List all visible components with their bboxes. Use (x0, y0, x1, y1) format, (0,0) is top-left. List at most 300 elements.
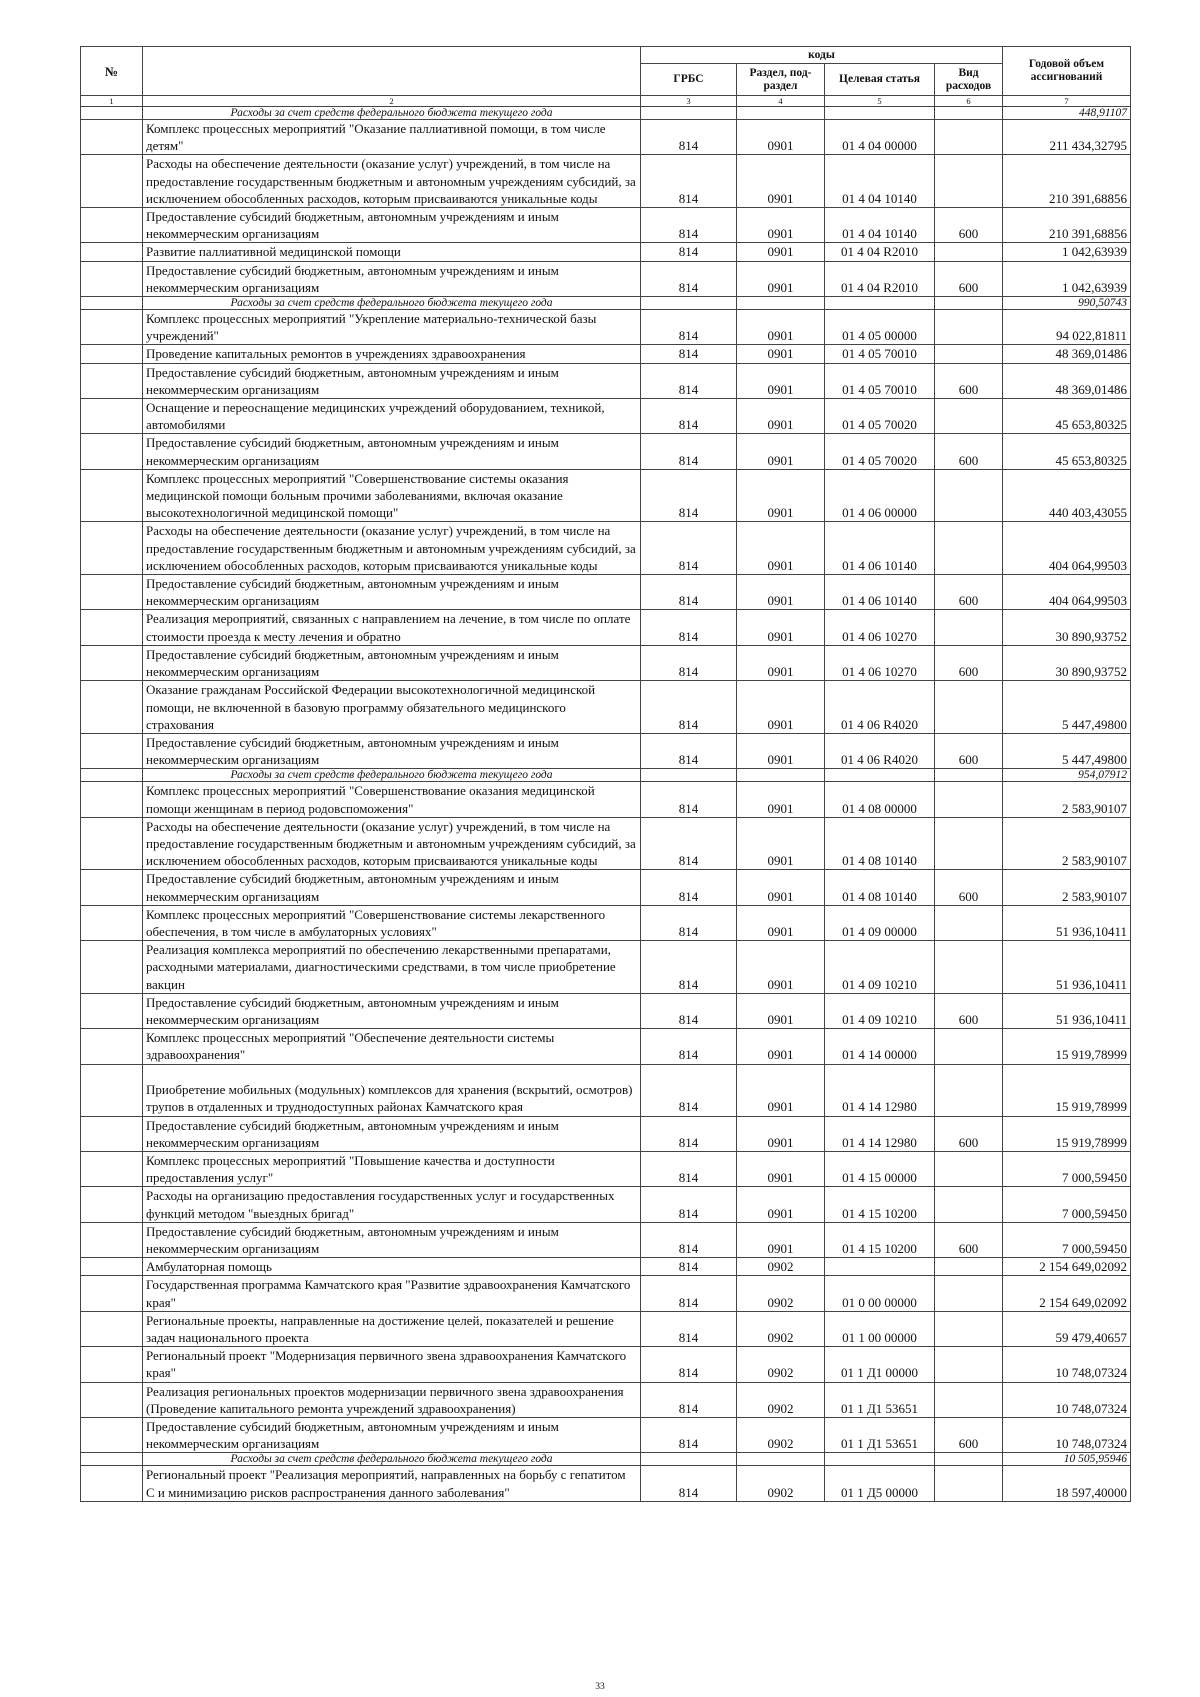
section-cell: 0902 (737, 1466, 825, 1501)
target-article-cell: 01 4 04 R2010 (825, 243, 935, 261)
annual-amount-cell: 211 434,32795 (1003, 120, 1131, 155)
expense-type-cell: 600 (935, 993, 1003, 1028)
row-number-cell (81, 870, 143, 905)
grbs-cell: 814 (641, 1222, 737, 1257)
expense-type-cell: 600 (935, 363, 1003, 398)
row-number-cell (81, 1311, 143, 1346)
section-cell: 0901 (737, 993, 825, 1028)
expense-name-cell: Реализация комплекса мероприятий по обеспечению лекарственными препаратами, расходными материалами, диагностическими средствами, в том числе приобретение вакцин (143, 941, 641, 994)
section-cell: 0901 (737, 733, 825, 768)
expense-name-cell: Предоставление субсидий бюджетным, автономным учреждениям и иным некоммерческим организациям (143, 733, 641, 768)
target-article-cell (825, 1258, 935, 1276)
annual-amount-cell: 2 583,90107 (1003, 817, 1131, 870)
expense-type-cell (935, 941, 1003, 994)
grbs-cell: 814 (641, 1029, 737, 1064)
target-article-cell: 01 1 Д1 53651 (825, 1382, 935, 1417)
target-article-cell: 01 4 14 12980 (825, 1116, 935, 1151)
expense-type-cell (935, 1029, 1003, 1064)
grbs-cell (641, 107, 737, 120)
table-row (81, 522, 1131, 575)
section-cell (737, 1453, 825, 1466)
row-number-cell (81, 1382, 143, 1417)
annual-amount-cell: 2 154 649,02092 (1003, 1258, 1131, 1276)
row-number-cell (81, 155, 143, 208)
expense-name-cell: Расходы на организацию предоставления государственных услуг и государственных функций методом "выездных бригад" (143, 1187, 641, 1222)
target-article-cell: 01 4 05 00000 (825, 310, 935, 345)
annual-amount-cell: 45 653,80325 (1003, 399, 1131, 434)
expense-type-cell: 600 (935, 870, 1003, 905)
expense-type-cell (935, 782, 1003, 817)
target-article-cell: 01 4 06 10270 (825, 645, 935, 680)
target-article-cell (825, 769, 935, 782)
annual-amount-cell: 404 064,99503 (1003, 522, 1131, 575)
section-cell: 0901 (737, 469, 825, 522)
grbs-cell: 814 (641, 733, 737, 768)
section-cell: 0902 (737, 1418, 825, 1453)
table-row (81, 208, 1131, 243)
annual-amount-cell: 15 919,78999 (1003, 1116, 1131, 1151)
row-number-cell (81, 610, 143, 645)
section-cell: 0901 (737, 120, 825, 155)
annual-amount-cell: 15 919,78999 (1003, 1029, 1131, 1064)
expense-type-cell: 600 (935, 733, 1003, 768)
grbs-cell (641, 769, 737, 782)
section-cell: 0901 (737, 399, 825, 434)
table-row (81, 1064, 1131, 1116)
grbs-cell: 814 (641, 1187, 737, 1222)
target-article-cell: 01 4 08 10140 (825, 817, 935, 870)
expense-type-cell (935, 610, 1003, 645)
expense-type-cell (935, 1151, 1003, 1186)
section-cell: 0901 (737, 941, 825, 994)
expense-type-cell (935, 681, 1003, 734)
annual-amount-cell: 48 369,01486 (1003, 345, 1131, 363)
table-row (81, 363, 1131, 398)
expense-name-cell: Государственная программа Камчатского края "Развитие здравоохранения Камчатского края" (143, 1276, 641, 1311)
grbs-cell (641, 1453, 737, 1466)
expense-name-cell: Предоставление субсидий бюджетным, автономным учреждениям и иным некоммерческим организациям (143, 1222, 641, 1257)
row-number-cell (81, 363, 143, 398)
table-row (81, 1418, 1131, 1453)
expense-type-cell: 600 (935, 208, 1003, 243)
expense-type-cell (935, 1276, 1003, 1311)
expense-name-cell: Расходы на обеспечение деятельности (оказание услуг) учреждений, в том числе на предоставление государственным бюджетным и автономным учреждениям субсидий, за исключением обособленных расходов, которым присваиваются уникальные коды (143, 817, 641, 870)
table-row (81, 645, 1131, 680)
expense-type-cell (935, 107, 1003, 120)
expense-name-cell: Предоставление субсидий бюджетным, автономным учреждениям и иным некоммерческим организациям (143, 1116, 641, 1151)
section-cell: 0901 (737, 310, 825, 345)
section-cell: 0901 (737, 243, 825, 261)
column-index: 7 (1003, 96, 1131, 107)
target-article-cell: 01 4 09 10210 (825, 941, 935, 994)
grbs-cell: 814 (641, 905, 737, 940)
grbs-cell: 814 (641, 1418, 737, 1453)
section-cell: 0901 (737, 610, 825, 645)
section-cell: 0902 (737, 1311, 825, 1346)
grbs-cell: 814 (641, 469, 737, 522)
header-row-top (81, 47, 1131, 64)
target-article-cell: 01 0 00 00000 (825, 1276, 935, 1311)
row-number-cell (81, 941, 143, 994)
table-row (81, 434, 1131, 469)
expense-name-cell: Реализация региональных проектов модернизации первичного звена здравоохранения (Проведение капитального ремонта учреждений здравоохранения) (143, 1382, 641, 1417)
expense-type-cell (935, 1382, 1003, 1417)
grbs-cell: 814 (641, 993, 737, 1028)
expense-type-cell (935, 469, 1003, 522)
target-article-cell: 01 4 06 00000 (825, 469, 935, 522)
target-article-cell: 01 1 Д1 53651 (825, 1418, 935, 1453)
target-article-cell: 01 4 06 R4020 (825, 681, 935, 734)
federal-budget-row (81, 297, 1131, 310)
header-grbs: ГРБС (641, 64, 737, 96)
section-cell: 0901 (737, 1187, 825, 1222)
expense-type-cell: 600 (935, 434, 1003, 469)
target-article-cell: 01 4 04 00000 (825, 120, 935, 155)
section-cell (737, 297, 825, 310)
grbs-cell: 814 (641, 645, 737, 680)
expense-type-cell (935, 817, 1003, 870)
page-number: 33 (595, 1682, 605, 1692)
target-article-cell: 01 4 14 00000 (825, 1029, 935, 1064)
grbs-cell: 814 (641, 681, 737, 734)
annual-amount-cell: 7 000,59450 (1003, 1222, 1131, 1257)
target-article-cell: 01 4 04 10140 (825, 208, 935, 243)
row-number-cell (81, 1187, 143, 1222)
row-number-cell (81, 1222, 143, 1257)
expense-name-cell: Расходы за счет средств федерального бюджета текущего года (143, 1453, 641, 1466)
grbs-cell: 814 (641, 155, 737, 208)
annual-amount-cell: 10 748,07324 (1003, 1347, 1131, 1382)
table-row (81, 1029, 1131, 1064)
section-cell: 0902 (737, 1347, 825, 1382)
table-row (81, 905, 1131, 940)
expense-type-cell (935, 1311, 1003, 1346)
table-row (81, 575, 1131, 610)
target-article-cell: 01 4 06 10140 (825, 575, 935, 610)
row-number-cell (81, 681, 143, 734)
grbs-cell: 814 (641, 434, 737, 469)
row-number-cell (81, 905, 143, 940)
target-article-cell: 01 4 08 10140 (825, 870, 935, 905)
expense-name-cell: Расходы за счет средств федерального бюджета текущего года (143, 769, 641, 782)
target-article-cell: 01 1 00 00000 (825, 1311, 935, 1346)
section-cell: 0901 (737, 817, 825, 870)
table-row (81, 1382, 1131, 1417)
row-number-cell (81, 243, 143, 261)
grbs-cell: 814 (641, 1347, 737, 1382)
header-number: № (81, 47, 143, 96)
row-number-cell (81, 769, 143, 782)
expense-type-cell: 600 (935, 1222, 1003, 1257)
target-article-cell: 01 4 14 12980 (825, 1064, 935, 1116)
expense-name-cell: Региональные проекты, направленные на достижение целей, показателей и решение задач национального проекта (143, 1311, 641, 1346)
header-annual-volume: Годовой объем ассигнований (1003, 47, 1131, 96)
expense-type-cell (935, 1453, 1003, 1466)
expense-name-cell: Комплекс процессных мероприятий "Совершенствование оказания медицинской помощи женщинам в период родовспоможения" (143, 782, 641, 817)
table-row (81, 243, 1131, 261)
expense-name-cell: Комплекс процессных мероприятий "Оказание паллиативной помощи, в том числе детям" (143, 120, 641, 155)
row-number-cell (81, 1064, 143, 1116)
annual-amount-cell: 51 936,10411 (1003, 941, 1131, 994)
expense-name-cell: Комплекс процессных мероприятий "Совершенствование системы лекарственного обеспечения, в том числе в амбулаторных условиях" (143, 905, 641, 940)
row-number-cell (81, 297, 143, 310)
annual-amount-cell: 48 369,01486 (1003, 363, 1131, 398)
table-row (81, 1466, 1131, 1501)
grbs-cell: 814 (641, 1151, 737, 1186)
table-row (81, 261, 1131, 296)
expense-name-cell: Предоставление субсидий бюджетным, автономным учреждениям и иным некоммерческим организациям (143, 575, 641, 610)
annual-amount-cell: 1 042,63939 (1003, 261, 1131, 296)
section-cell: 0901 (737, 1064, 825, 1116)
expense-type-cell (935, 310, 1003, 345)
table-row (81, 345, 1131, 363)
grbs-cell: 814 (641, 941, 737, 994)
table-row (81, 733, 1131, 768)
grbs-cell: 814 (641, 208, 737, 243)
expense-name-cell: Расходы за счет средств федерального бюджета текущего года (143, 107, 641, 120)
section-cell: 0901 (737, 1116, 825, 1151)
expense-name-cell: Комплекс процессных мероприятий "Повышение качества и доступности предоставления услуг" (143, 1151, 641, 1186)
annual-amount-cell: 15 919,78999 (1003, 1064, 1131, 1116)
grbs-cell: 814 (641, 261, 737, 296)
expense-type-cell: 600 (935, 575, 1003, 610)
annual-amount-cell: 30 890,93752 (1003, 610, 1131, 645)
expense-type-cell (935, 1466, 1003, 1501)
expense-name-cell: Развитие паллиативной медицинской помощи (143, 243, 641, 261)
expense-type-cell (935, 522, 1003, 575)
annual-amount-cell: 7 000,59450 (1003, 1187, 1131, 1222)
expense-type-cell (935, 905, 1003, 940)
row-number-cell (81, 1116, 143, 1151)
expense-type-cell: 600 (935, 645, 1003, 680)
table-row (81, 1151, 1131, 1186)
section-cell: 0901 (737, 363, 825, 398)
section-cell: 0901 (737, 434, 825, 469)
table-body (81, 107, 1131, 1502)
table-row (81, 1222, 1131, 1257)
row-number-cell (81, 782, 143, 817)
annual-amount-cell: 7 000,59450 (1003, 1151, 1131, 1186)
row-number-cell (81, 1453, 143, 1466)
row-number-cell (81, 1151, 143, 1186)
row-number-cell (81, 469, 143, 522)
row-number-cell (81, 434, 143, 469)
expense-type-cell: 600 (935, 261, 1003, 296)
target-article-cell: 01 4 09 10210 (825, 993, 935, 1028)
grbs-cell: 814 (641, 1064, 737, 1116)
expense-name-cell: Реализация мероприятий, связанных с направлением на лечение, в том числе по оплате стоимости проезда к месту лечения и обратно (143, 610, 641, 645)
header-section: Раздел, под-раздел (737, 64, 825, 96)
annual-amount-cell: 990,50743 (1003, 297, 1131, 310)
expense-type-cell (935, 1347, 1003, 1382)
expense-name-cell: Предоставление субсидий бюджетным, автономным учреждениям и иным некоммерческим организациям (143, 261, 641, 296)
table-row (81, 120, 1131, 155)
target-article-cell: 01 4 06 10140 (825, 522, 935, 575)
annual-amount-cell: 94 022,81811 (1003, 310, 1131, 345)
table-row (81, 1311, 1131, 1346)
grbs-cell: 814 (641, 120, 737, 155)
annual-amount-cell: 404 064,99503 (1003, 575, 1131, 610)
annual-amount-cell: 954,07912 (1003, 769, 1131, 782)
annual-amount-cell: 210 391,68856 (1003, 208, 1131, 243)
row-number-cell (81, 120, 143, 155)
target-article-cell: 01 4 09 00000 (825, 905, 935, 940)
column-index: 5 (825, 96, 935, 107)
section-cell: 0902 (737, 1276, 825, 1311)
section-cell: 0901 (737, 261, 825, 296)
target-article-cell: 01 4 05 70010 (825, 345, 935, 363)
section-cell: 0901 (737, 782, 825, 817)
row-number-cell (81, 1029, 143, 1064)
expense-type-cell: 600 (935, 1116, 1003, 1151)
expense-name-cell: Комплекс процессных мероприятий "Совершенствование системы оказания медицинской помощи больным прочими заболеваниями, включая оказание высокотехнологичной медицинской помощи" (143, 469, 641, 522)
expense-name-cell: Предоставление субсидий бюджетным, автономным учреждениям и иным некоммерческим организациям (143, 363, 641, 398)
annual-amount-cell: 440 403,43055 (1003, 469, 1131, 522)
target-article-cell: 01 4 15 10200 (825, 1187, 935, 1222)
expense-name-cell: Предоставление субсидий бюджетным, автономным учреждениям и иным некоммерческим организациям (143, 434, 641, 469)
section-cell: 0901 (737, 1222, 825, 1257)
row-number-cell (81, 817, 143, 870)
expense-type-cell (935, 1064, 1003, 1116)
section-cell: 0901 (737, 208, 825, 243)
grbs-cell: 814 (641, 522, 737, 575)
federal-budget-row (81, 107, 1131, 120)
table-row (81, 941, 1131, 994)
annual-amount-cell: 1 042,63939 (1003, 243, 1131, 261)
row-number-cell (81, 261, 143, 296)
table-row (81, 310, 1131, 345)
table-row (81, 1276, 1131, 1311)
section-cell: 0901 (737, 645, 825, 680)
table-row (81, 155, 1131, 208)
grbs-cell: 814 (641, 1116, 737, 1151)
section-cell: 0901 (737, 1029, 825, 1064)
header-expense-type: Вид расходов (935, 64, 1003, 96)
grbs-cell: 814 (641, 870, 737, 905)
expense-name-cell: Расходы на обеспечение деятельности (оказание услуг) учреждений, в том числе на предоставление государственным бюджетным и автономным учреждениям субсидий, за исключением обособленных расходов, которым присваиваются уникальные коды (143, 155, 641, 208)
target-article-cell: 01 4 05 70010 (825, 363, 935, 398)
expense-name-cell: Проведение капитальных ремонтов в учреждениях здравоохранения (143, 345, 641, 363)
expense-name-cell: Региональный проект "Модернизация первичного звена здравоохранения Камчатского края" (143, 1347, 641, 1382)
target-article-cell: 01 4 04 R2010 (825, 261, 935, 296)
target-article-cell (825, 1453, 935, 1466)
target-article-cell: 01 4 15 00000 (825, 1151, 935, 1186)
section-cell: 0902 (737, 1258, 825, 1276)
row-number-cell (81, 1466, 143, 1501)
table-row (81, 1347, 1131, 1382)
grbs-cell: 814 (641, 399, 737, 434)
annual-amount-cell: 2 583,90107 (1003, 870, 1131, 905)
expense-name-cell: Оснащение и переоснащение медицинских учреждений оборудованием, техникой, автомобилями (143, 399, 641, 434)
budget-table (80, 46, 1131, 1502)
expense-type-cell (935, 769, 1003, 782)
annual-amount-cell: 10 505,95946 (1003, 1453, 1131, 1466)
table-row (81, 610, 1131, 645)
grbs-cell: 814 (641, 817, 737, 870)
row-number-cell (81, 1258, 143, 1276)
row-number-cell (81, 208, 143, 243)
target-article-cell: 01 4 06 10270 (825, 610, 935, 645)
annual-amount-cell: 45 653,80325 (1003, 434, 1131, 469)
section-cell (737, 107, 825, 120)
target-article-cell (825, 297, 935, 310)
column-index: 6 (935, 96, 1003, 107)
column-index: 2 (143, 96, 641, 107)
expense-name-cell: Комплекс процессных мероприятий "Обеспечение деятельности системы здравоохранения" (143, 1029, 641, 1064)
grbs-cell: 814 (641, 345, 737, 363)
annual-amount-cell: 10 748,07324 (1003, 1382, 1131, 1417)
expense-type-cell (935, 297, 1003, 310)
grbs-cell: 814 (641, 575, 737, 610)
section-cell (737, 769, 825, 782)
table-row (81, 469, 1131, 522)
row-number-cell (81, 522, 143, 575)
row-number-cell (81, 310, 143, 345)
section-cell: 0901 (737, 345, 825, 363)
expense-name-cell: Предоставление субсидий бюджетным, автономным учреждениям и иным некоммерческим организациям (143, 645, 641, 680)
grbs-cell: 814 (641, 243, 737, 261)
target-article-cell: 01 1 Д1 00000 (825, 1347, 935, 1382)
expense-type-cell: 600 (935, 1418, 1003, 1453)
annual-amount-cell: 10 748,07324 (1003, 1418, 1131, 1453)
grbs-cell (641, 297, 737, 310)
annual-amount-cell: 51 936,10411 (1003, 993, 1131, 1028)
target-article-cell: 01 4 08 00000 (825, 782, 935, 817)
annual-amount-cell: 448,91107 (1003, 107, 1131, 120)
header-target-article: Целевая статья (825, 64, 935, 96)
row-number-cell (81, 345, 143, 363)
grbs-cell: 814 (641, 782, 737, 817)
table-row (81, 1187, 1131, 1222)
grbs-cell: 814 (641, 1382, 737, 1417)
row-number-cell (81, 993, 143, 1028)
section-cell: 0901 (737, 870, 825, 905)
column-index: 1 (81, 96, 143, 107)
column-index: 3 (641, 96, 737, 107)
grbs-cell: 814 (641, 1258, 737, 1276)
table-row (81, 993, 1131, 1028)
annual-amount-cell: 30 890,93752 (1003, 645, 1131, 680)
expense-type-cell (935, 1258, 1003, 1276)
table-row (81, 817, 1131, 870)
expense-type-cell (935, 120, 1003, 155)
section-cell: 0901 (737, 155, 825, 208)
column-index-row (81, 96, 1131, 107)
expense-name-cell: Расходы за счет средств федерального бюджета текущего года (143, 297, 641, 310)
table-row (81, 399, 1131, 434)
annual-amount-cell: 5 447,49800 (1003, 733, 1131, 768)
expense-name-cell: Предоставление субсидий бюджетным, автономным учреждениям и иным некоммерческим организациям (143, 993, 641, 1028)
expense-name-cell: Предоставление субсидий бюджетным, автономным учреждениям и иным некоммерческим организациям (143, 208, 641, 243)
target-article-cell: 01 4 15 10200 (825, 1222, 935, 1257)
annual-amount-cell: 210 391,68856 (1003, 155, 1131, 208)
annual-amount-cell: 2 583,90107 (1003, 782, 1131, 817)
grbs-cell: 814 (641, 1466, 737, 1501)
target-article-cell (825, 107, 935, 120)
grbs-cell: 814 (641, 1276, 737, 1311)
row-number-cell (81, 1418, 143, 1453)
row-number-cell (81, 575, 143, 610)
annual-amount-cell: 18 597,40000 (1003, 1466, 1131, 1501)
section-cell: 0901 (737, 575, 825, 610)
expense-type-cell (935, 345, 1003, 363)
expense-name-cell: Предоставление субсидий бюджетным, автономным учреждениям и иным некоммерческим организациям (143, 870, 641, 905)
annual-amount-cell: 59 479,40657 (1003, 1311, 1131, 1346)
target-article-cell: 01 1 Д5 00000 (825, 1466, 935, 1501)
section-cell: 0902 (737, 1382, 825, 1417)
budget-document (80, 46, 1130, 1502)
expense-name-cell: Комплекс процессных мероприятий "Укрепление материально-технической базы учреждений" (143, 310, 641, 345)
